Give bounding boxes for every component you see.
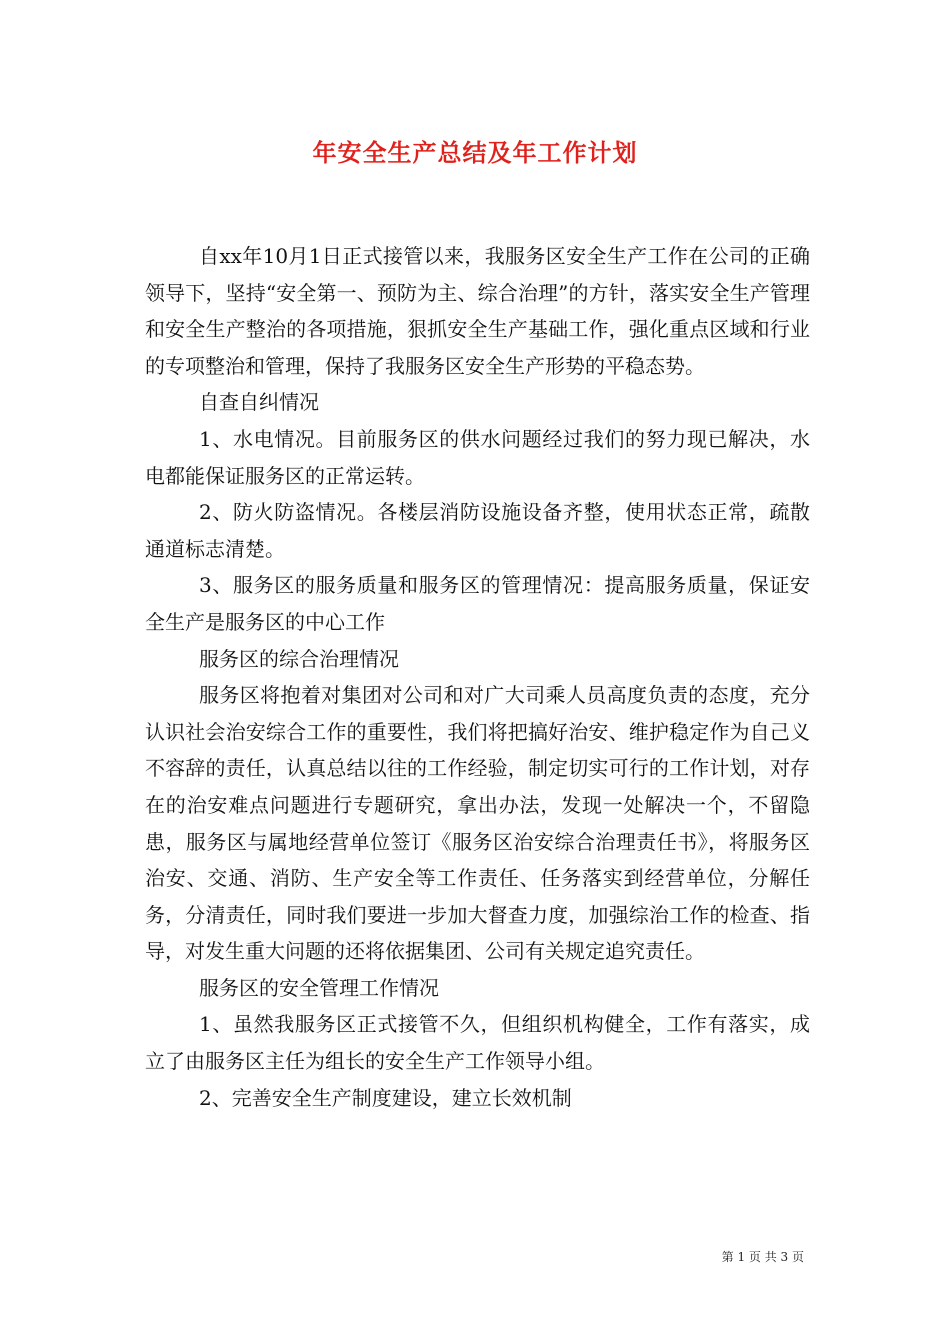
paragraph-service-quality: 3、服务区的服务质量和服务区的管理情况：提高服务质量，保证安全生产是服务区的中心工作 — [145, 573, 810, 634]
document-body — [145, 238, 810, 1116]
paragraph-organization: 1、虽然我服务区正式接管不久，但组织机构健全，工作有落实，成立了由服务区主任为组长的安全生产工作领导小组。 — [145, 1012, 810, 1074]
paragraph-water-power: 1、水电情况。目前服务区的供水问题经过我们的努力现已解决，水电都能保证服务区的正常运转。 — [145, 426, 810, 488]
section-heading-safety-management: 服务区的安全管理工作情况 — [199, 975, 439, 1000]
document-title: 年安全生产总结及年工作计划 — [312, 138, 638, 167]
paragraph-intro: 自xx年10月1日正式接管以来，我服务区安全生产工作在公司的正确领导下，坚持“安全第一、预防为主、综合治理”的方针，落实安全生产管理和安全生产整治的各项措施，狠抓安全生产基础工作，强化重点区域和行业的专项整治和管理，保持了我服务区安全生产形势的平稳态势。 — [145, 244, 810, 378]
page-number: 第 1 页 共 3 页 — [721, 1250, 804, 1264]
section-heading-self-check: 自查自纠情况 — [199, 390, 319, 415]
paragraph-system-building: 2、完善安全生产制度建设，建立长效机制 — [199, 1085, 572, 1110]
paragraph-comprehensive: 服务区将抱着对集团对公司和对广大司乘人员高度负责的态度，充分认识社会治安综合工作的重要性，我们将把搞好治安、维护稳定作为自己义不容辞的责任，认真总结以往的工作经验，制定切实可行的工作计划，对存在的治安难点问题进行专题研究，拿出办法，发现一处解决一个，不留隐患，服务区与属地经营单位签订《服务区治安综合治理责任书》，将服务区治安、交通、消防、生产安全等工作责任、任务落实到经营单位，分解任务，分清责任，同时我们要进一步加大督查力度，加强综治工作的检查、指导，对发生重大问题的还将依据集团、公司有关规定追究责任。 — [145, 683, 810, 964]
section-heading-comprehensive: 服务区的综合治理情况 — [199, 646, 399, 671]
paragraph-fire-theft: 2、防火防盗情况。各楼层消防设施设备齐整，使用状态正常，疏散通道标志清楚。 — [145, 500, 810, 561]
